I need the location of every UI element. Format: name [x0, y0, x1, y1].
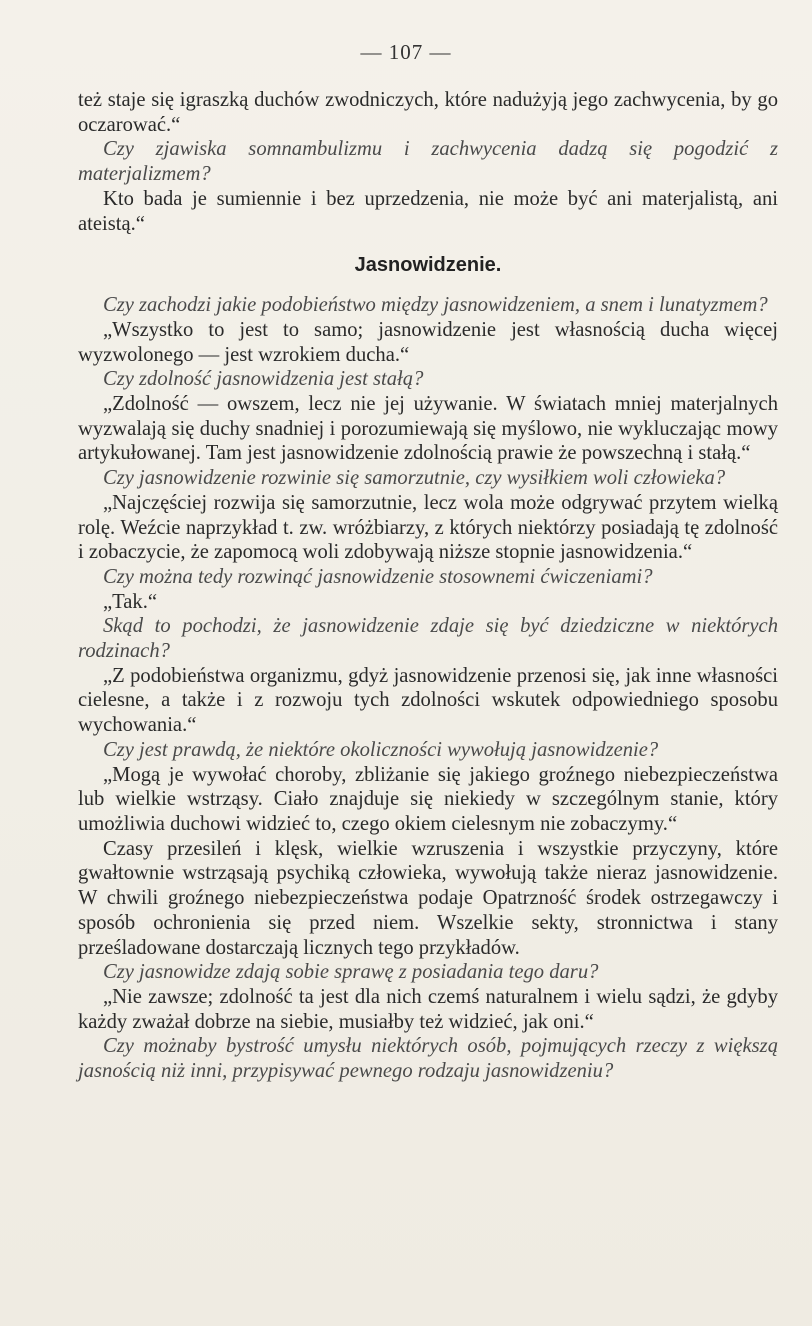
question-paragraph: Czy możnaby bystrość umysłu niektórych osób, pojmujących rzeczy z większą jasnością niż inni, przypisywać pewnego rodzaju jasnowidzeniu?: [78, 1035, 778, 1083]
text-paragraph: też staje się igraszką duchów zwodniczych, które nadużyją jego zachwycenia, by go oczarować.“: [78, 89, 778, 136]
question-paragraph: Czy zjawiska somnambulizmu i zachwycenia dadzą się pogodzić z materjalizmem?: [78, 138, 778, 186]
answer-paragraph: „Najczęściej rozwija się samorzutnie, lecz wola może odgrywać przytem wielką rolę. Weźcie naprzykład t. zw. wróżbiarzy, z których niektórzy posiadają tę zdolność i zobaczycie, że zapomocą woli zdobywają niższe stopnie jasnowidzenia.“: [78, 491, 778, 564]
question-paragraph: Czy jest prawdą, że niektóre okoliczności wywołują jasnowidzenie?: [103, 738, 659, 761]
answer-paragraph: „Nie zawsze; zdolność ta jest dla nich czemś naturalnem i wielu sądzi, że gdyby każdy zważał dobrze na siebie, musiałby też widzieć, jak oni.“: [78, 985, 778, 1033]
answer-paragraph: „Wszystko to jest to samo; jasnowidzenie jest własnością ducha więcej wyzwolonego — jest wzrokiem ducha.“: [78, 318, 778, 366]
question-paragraph: Czy zdolność jasnowidzenia jest stałą?: [103, 368, 424, 391]
text-paragraph: Kto bada je sumiennie i bez uprzedzenia, nie może być ani materjalistą, ani ateistą.“: [78, 187, 778, 235]
section-heading: Jasnowidzenie.: [354, 254, 502, 277]
text-paragraph: Czasy przesileń i klęsk, wielkie wzruszenia i wszystkie przyczyny, które gwałtownie wstrząsają psychiką człowieka, wywołują także nieraz jasnowidzenie. W chwili groźnego niebezpieczeństwa podaje Opatrzność środek ostrzegawczy i sposób ochronienia się przed niem. Wszelkie sekty, stronnictwa i stany prześladowane dostarczają licznych tego przykładów.: [78, 837, 778, 959]
question-paragraph: Skąd to pochodzi, że jasnowidzenie zdaje się być dziedziczne w niektórych rodzinach?: [78, 615, 778, 663]
page-number: — 107 —: [360, 40, 452, 64]
answer-paragraph: „Tak.“: [103, 590, 158, 613]
page-body: [78, 88, 778, 1084]
answer-paragraph: „Zdolność — owszem, lecz nie jej używanie. W światach mniej materjalnych wyzwalają się duchy snadniej i porozumiewają się myślowo, nie wykluczając mowy artykułowanej. Tam jest jasnowidzenie zdolnością prawie że powszechną i stałą.“: [78, 393, 778, 465]
question-paragraph: Czy jasnowidzenie rozwinie się samorzutnie, czy wysiłkiem woli człowieka?: [103, 467, 726, 490]
question-paragraph: Czy zachodzi jakie podobieństwo między jasnowidzeniem, a snem i lunatyzmem?: [103, 294, 768, 317]
question-paragraph: Czy jasnowidze zdają sobie sprawę z posiadania tego daru?: [103, 961, 599, 984]
question-paragraph: Czy można tedy rozwinąć jasnowidzenie stosownemi ćwiczeniami?: [103, 565, 653, 588]
answer-paragraph: „Mogą je wywołać choroby, zbliżanie się jakiego groźnego niebezpieczeństwa lub wielkie wstrząsy. Ciało znajduje się niekiedy w szczególnym stanie, który umożliwia duchowi widzieć to, czego okiem cielesnym nie zobaczymy.“: [78, 763, 778, 835]
answer-paragraph: „Z podobieństwa organizmu, gdyż jasnowidzenie przenosi się, jak inne własności cielesne, a także i z rozwoju tych zdolności wskutek odpowiedniego sposobu wychowania.“: [78, 664, 778, 737]
